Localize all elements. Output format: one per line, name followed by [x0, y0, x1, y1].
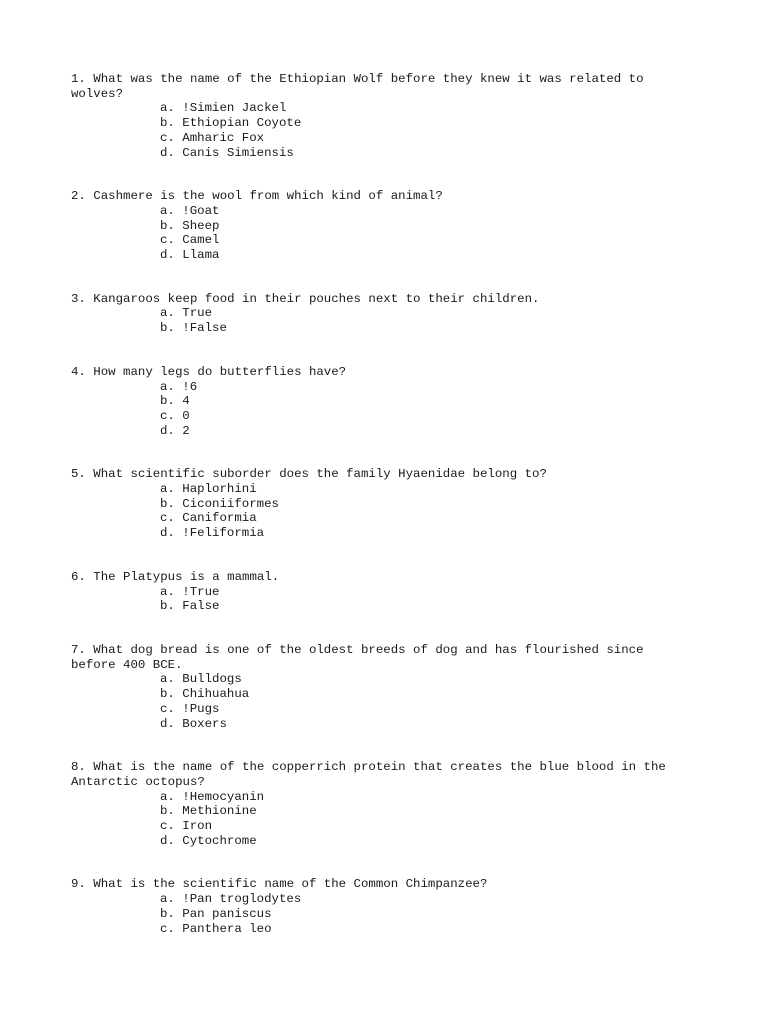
answer-option: d. 2	[160, 423, 190, 438]
question-3	[71, 292, 683, 336]
answer-option: b. False	[160, 599, 220, 614]
question-text: 9. What is the scientific name of the Common Chimpanzee?	[71, 877, 488, 892]
quiz-document	[71, 72, 683, 936]
answer-option: b. Methionine	[160, 804, 257, 819]
answer-option: b. Ciconiiformes	[160, 496, 279, 511]
answer-options	[71, 585, 683, 614]
question-5	[71, 467, 683, 541]
answer-option: c. 0	[160, 408, 190, 423]
answer-option: a. !6	[160, 379, 198, 394]
answer-option: a. !Hemocyanin	[160, 789, 265, 804]
answer-option: b. !False	[160, 321, 227, 336]
question-text: 8. What is the name of the copperrich protein that creates the blue blood in the Antarctic octopus?	[71, 760, 674, 789]
answer-option: b. Pan paniscus	[160, 906, 272, 921]
answer-option: c. Iron	[160, 819, 213, 834]
answer-options	[71, 380, 683, 439]
question-text: 3. Kangaroos keep food in their pouches next to their children.	[71, 291, 540, 306]
answer-option: c. Panthera leo	[160, 921, 272, 936]
spacer	[71, 263, 683, 292]
question-text: 4. How many legs do butterflies have?	[71, 364, 347, 379]
question-text: 1. What was the name of the Ethiopian Wolf before they knew it was related to wolves?	[71, 72, 651, 101]
question-text: 6. The Platypus is a mammal.	[71, 569, 280, 584]
answer-option: c. Caniformia	[160, 511, 257, 526]
question-1	[71, 72, 683, 160]
answer-option: d. Boxers	[160, 716, 227, 731]
spacer	[71, 160, 683, 189]
spacer	[71, 541, 683, 570]
answer-option: d. Cytochrome	[160, 833, 257, 848]
spacer	[71, 731, 683, 760]
answer-option: c. !Pugs	[160, 701, 220, 716]
spacer	[71, 848, 683, 877]
question-9	[71, 877, 683, 936]
question-text: 7. What dog bread is one of the oldest breeds of dog and has flourished since before 400 BCE.	[71, 642, 651, 672]
answer-option: c. Amharic Fox	[160, 130, 265, 145]
question-8	[71, 760, 683, 848]
spacer	[71, 438, 683, 467]
answer-options	[71, 306, 683, 335]
answer-option: d. Canis Simiensis	[160, 145, 294, 160]
question-2	[71, 189, 683, 263]
question-6	[71, 570, 683, 614]
question-text: 2. Cashmere is the wool from which kind of animal?	[71, 189, 443, 204]
answer-options	[71, 101, 683, 160]
answer-option: a. !Goat	[160, 203, 220, 218]
answer-option: a. True	[160, 306, 213, 321]
answer-option: a. Haplorhini	[160, 482, 257, 497]
answer-option: c. Camel	[160, 233, 220, 248]
answer-options	[71, 672, 683, 731]
answer-options	[71, 204, 683, 263]
answer-option: a. !True	[160, 584, 220, 599]
answer-option: b. Ethiopian Coyote	[160, 116, 302, 131]
question-text: 5. What scientific suborder does the family Hyaenidae belong to?	[71, 467, 547, 482]
answer-option: a. !Simien Jackel	[160, 101, 287, 116]
answer-option: b. Sheep	[160, 218, 220, 233]
spacer	[71, 614, 683, 643]
answer-option: d. !Feliformia	[160, 526, 265, 541]
answer-option: d. Llama	[160, 248, 220, 263]
question-7	[71, 643, 683, 731]
answer-option: a. Bulldogs	[160, 672, 242, 687]
answer-options	[71, 892, 683, 936]
answer-option: b. Chihuahua	[160, 687, 250, 702]
answer-options	[71, 482, 683, 541]
answer-option: b. 4	[160, 394, 190, 409]
question-4	[71, 365, 683, 439]
spacer	[71, 336, 683, 365]
answer-options	[71, 790, 683, 849]
answer-option: a. !Pan troglodytes	[160, 892, 302, 907]
